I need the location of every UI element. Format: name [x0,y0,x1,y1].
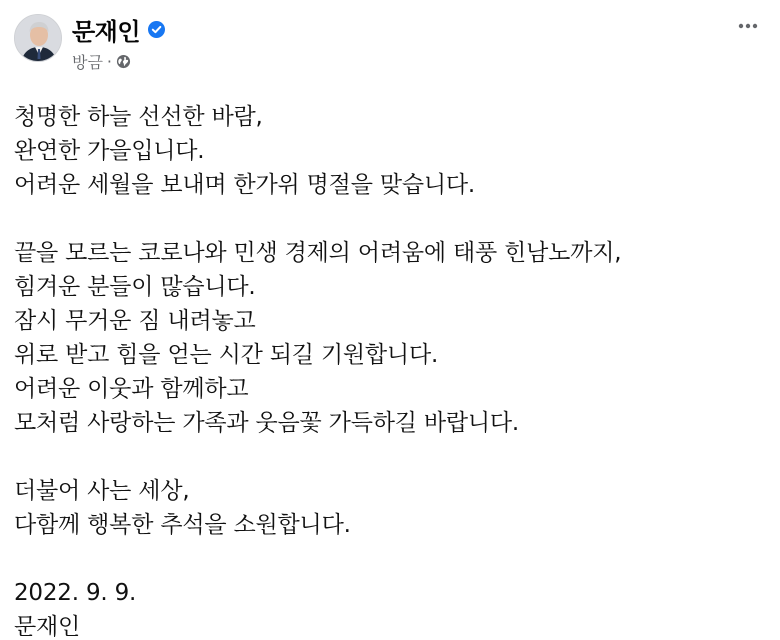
post-signature-name: 문재인 [14,614,81,640]
post-line: 힘겨운 분들이 많습니다. [14,274,256,300]
avatar-portrait [15,15,62,62]
post-line: 청명한 하늘 선선한 바람, [14,104,263,130]
post-line: 완연한 가을입니다. [14,138,205,164]
more-options-icon [738,23,758,29]
post-timestamp[interactable]: 방금 [72,53,103,72]
post-paragraph [14,236,764,440]
more-options-button[interactable] [734,16,762,36]
author-row [72,12,165,46]
verified-badge-icon [148,21,165,38]
post-line: 어려운 이웃과 함께하고 [14,376,249,402]
author-avatar[interactable] [14,14,62,62]
post-line: 잠시 무거운 짐 내려놓고 [14,308,256,334]
post-header [14,12,766,82]
post-line: 위로 받고 힘을 얻는 시간 되길 기원합니다. [14,342,439,368]
post-line: 다함께 행복한 추석을 소원합니다. [14,512,351,538]
post-paragraph [14,100,764,202]
post-paragraph [14,474,764,542]
post-meta [72,50,131,73]
post-date: 2022. 9. 9. [14,580,137,606]
post-signature [14,576,764,640]
post-body [14,100,764,640]
globe-icon[interactable] [116,54,131,69]
post-line: 끝을 모르는 코로나와 민생 경제의 어려움에 태풍 힌남노까지, [14,240,622,266]
author-name[interactable]: 문재인 [72,17,141,46]
post-line: 모처럼 사랑하는 가족과 웃음꽃 가득하길 바랍니다. [14,410,520,436]
post-line: 더불어 사는 세상, [14,478,190,504]
meta-separator: · [106,52,113,71]
post-line: 어려운 세월을 보내며 한가위 명절을 맞습니다. [14,172,476,198]
